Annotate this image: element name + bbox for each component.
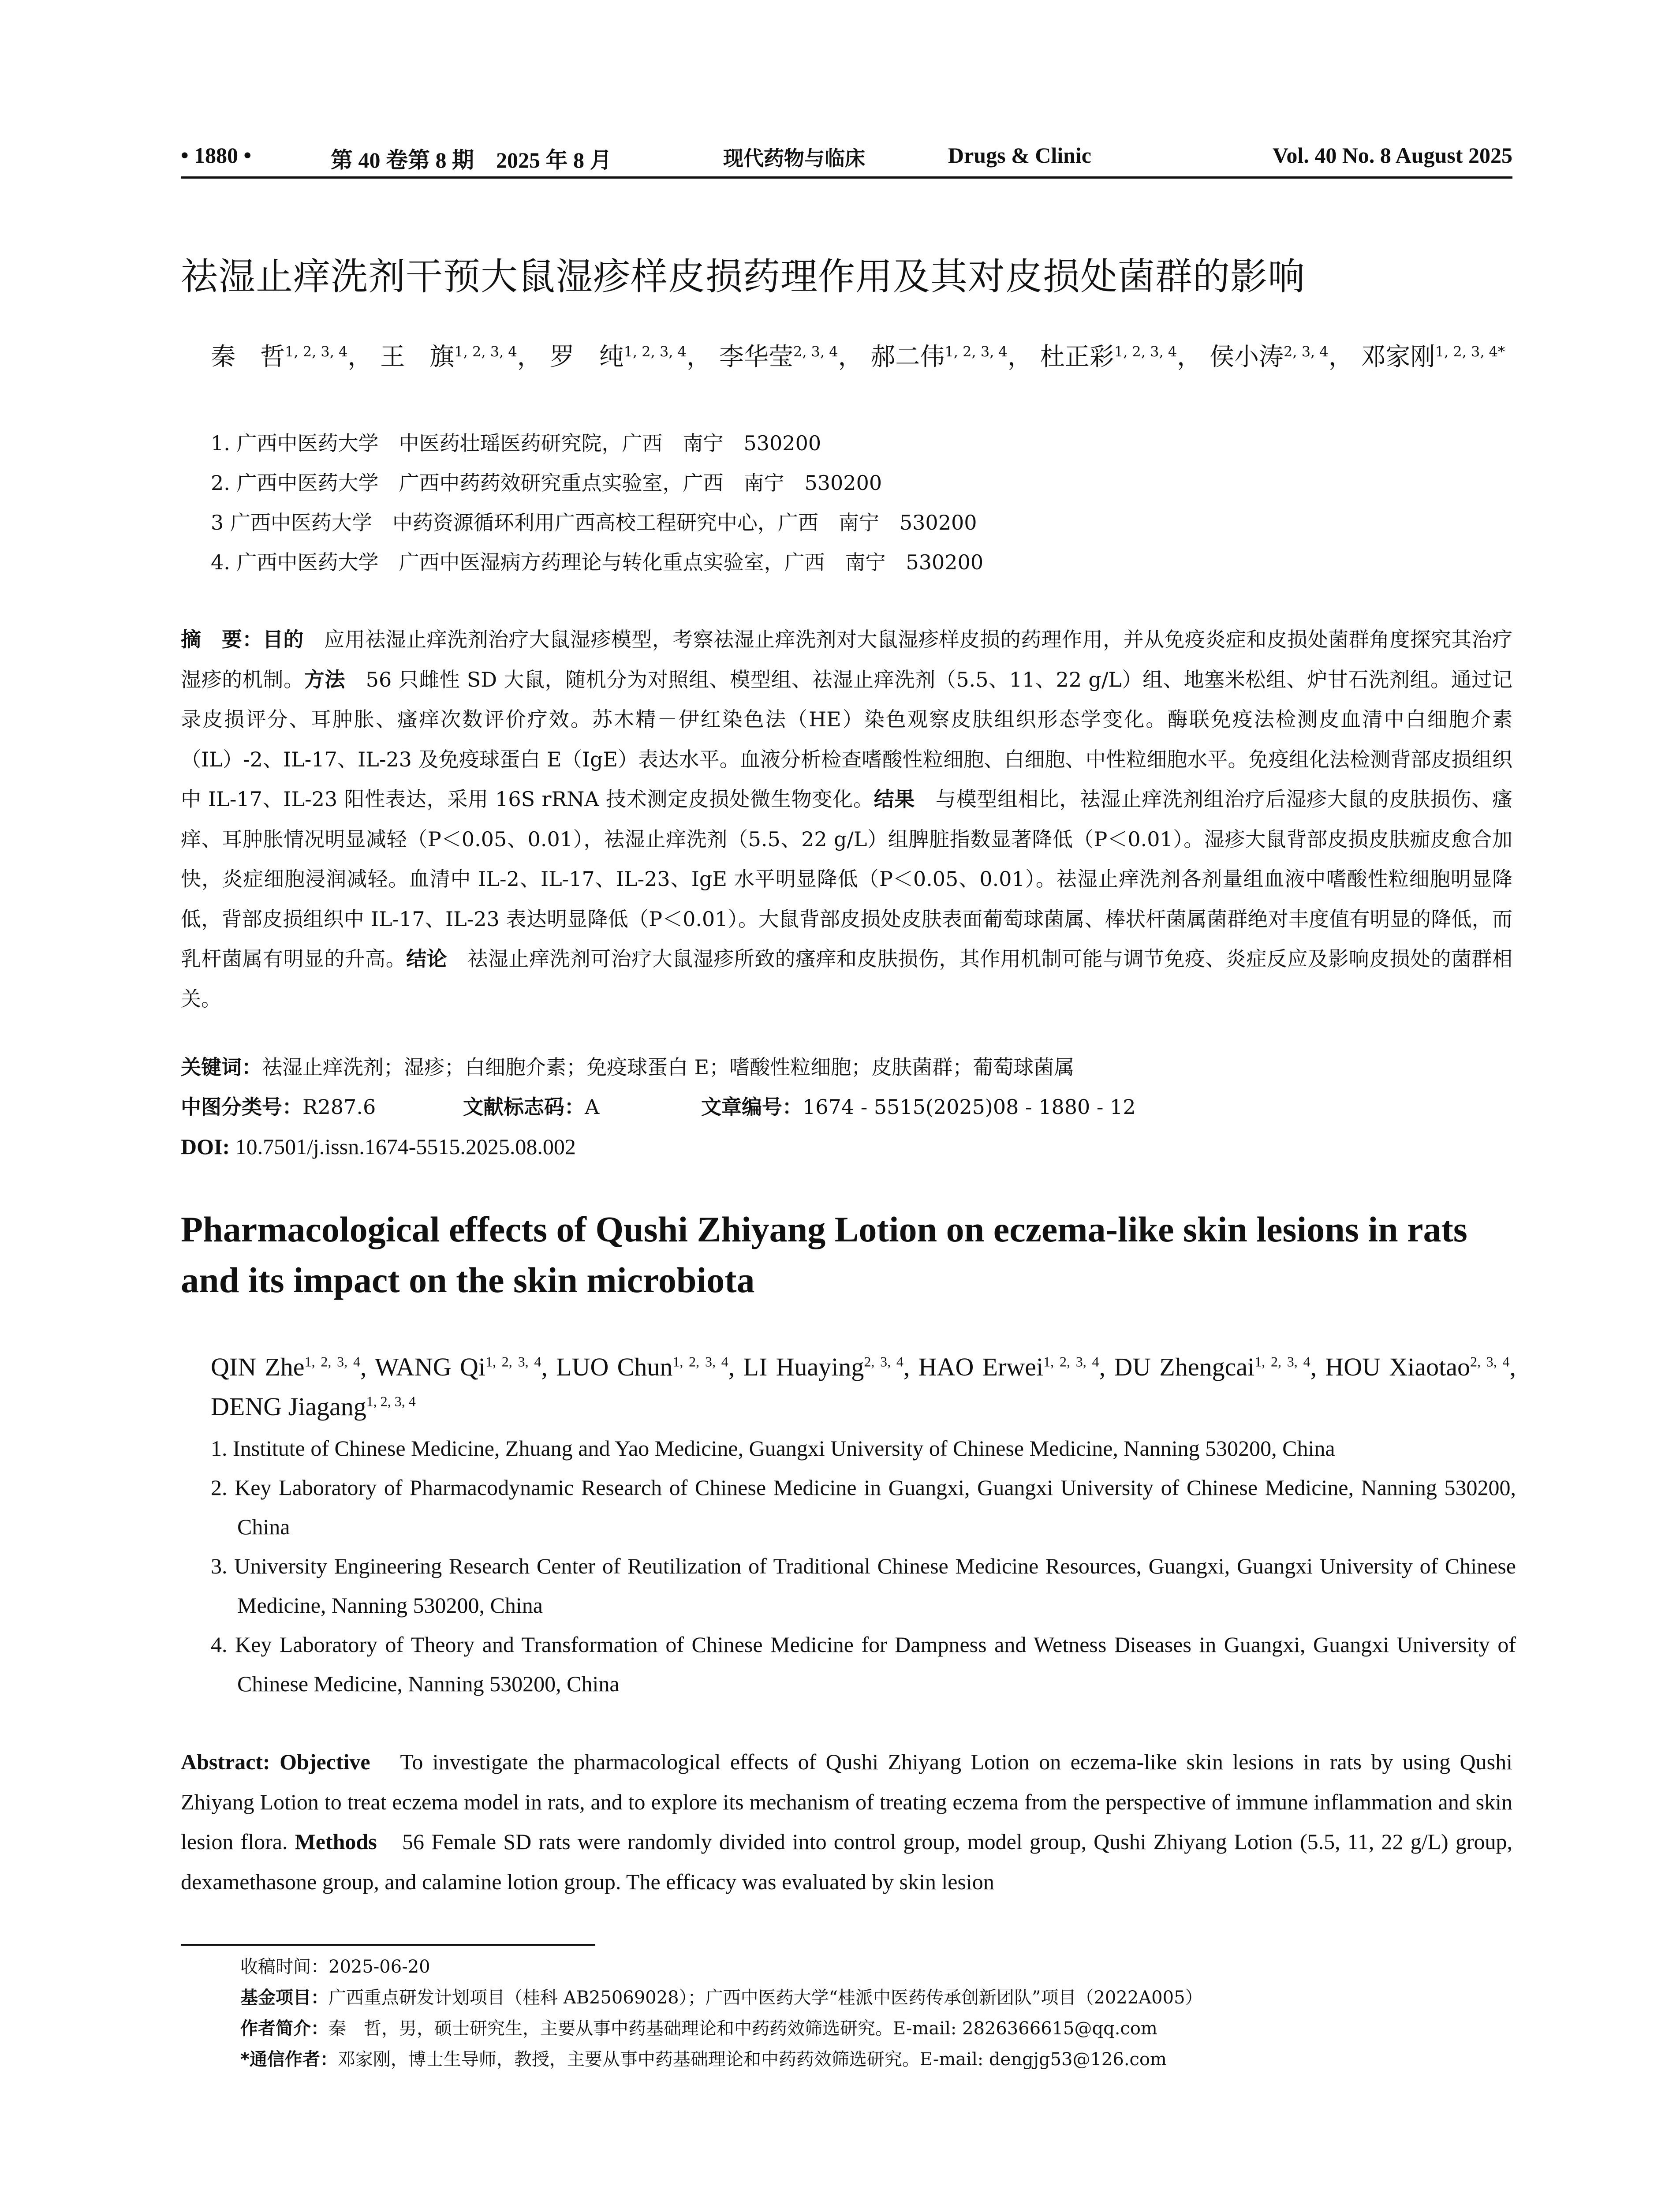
page-number: • 1880 • (181, 143, 252, 168)
author-en: LUO Chun$^{1, 2, 3, 4}$, (556, 1353, 743, 1381)
journal-name-en: Drugs & Clinic (948, 143, 1091, 168)
doc-code-value: A (585, 1095, 600, 1119)
doi-line (181, 1127, 1512, 1166)
author-cn: 李华莹$^{2, 3, 4}$， (719, 343, 863, 371)
author-en: DU Zhengcai$^{1, 2, 3, 4}$, (1114, 1353, 1325, 1381)
conclusion-label-cn: 结论 (406, 947, 448, 971)
author-cn: 王 旗$^{1, 2, 3, 4}$， (380, 343, 542, 371)
methods-label-cn: 方法 (304, 667, 346, 691)
author-list-cn (211, 337, 1516, 377)
author-en: QIN Zhe$^{1, 2, 3, 4}$, (211, 1353, 375, 1381)
author-cn: 罗 纯$^{1, 2, 3, 4}$， (549, 343, 712, 371)
fund-note: 基金项目：广西重点研发计划项目（桂科 AB25069028）；广西中医药大学“桂派中医药传承创新团队”项目（2022A005） (240, 1988, 1203, 2008)
running-header (181, 139, 1512, 179)
abstract-cn (181, 620, 1512, 1019)
article-number-label: 文章编号： (701, 1095, 803, 1119)
article-title-cn: 祛湿止痒洗剂干预大鼠湿疹样皮损药理作用及其对皮损处菌群的影响 (181, 255, 1306, 298)
affiliation-en: 3. University Engineering Research Center of Reutilization of Traditional Chinese Medicine Resources, Guangxi, Guangxi University of Chinese Medicine, Nanning 530200, China (211, 1554, 1516, 1618)
affiliation-cn: 2. 广西中医药大学 广西中药药效研究重点实验室，广西 南宁 530200 (211, 471, 882, 495)
methods-label-en: Methods (295, 1829, 377, 1854)
affiliation-en: 1. Institute of Chinese Medicine, Zhuang and Yao Medicine, Guangxi University of Chinese Medicine, Nanning 530200, China (211, 1436, 1335, 1461)
conclusion-text-cn: 祛湿止痒洗剂可治疗大鼠湿疹所致的瘙痒和皮肤损伤，其作用机制可能与调节免疫、炎症反应及影响皮损处的菌群相关。 (181, 947, 1512, 1011)
affiliation-en: 2. Key Laboratory of Pharmacodynamic Research of Chinese Medicine in Guangxi, Guangxi University of Chinese Medicine, Nanning 530200, China (211, 1475, 1516, 1539)
author-en: HAO Erwei$^{1, 2, 3, 4}$, (918, 1353, 1114, 1381)
doc-code-label: 文献标志码： (463, 1095, 585, 1119)
journal-name-cn: 现代药物与临床 (723, 146, 865, 170)
methods-text-cn: 56 只雌性 SD 大鼠，随机分为对照组、模型组、祛湿止痒洗剂（5.5、11、22 g/L）组、地塞米松组、炉甘石洗剂组。通过记录皮损评分、耳肿胀、瘙痒次数评价疗效。苏木精－伊红染色法（HE）染色观察皮肤组织形态学变化。酶联免疫法检测皮血清中白细胞介素（IL）-2、IL-17、IL-23 及免疫球蛋白 E（IgE）表达水平。血液分析检查嗜酸性粒细胞、白细胞、中性粒细胞水平。免疫组化法检测背部皮损组织中 IL-17、IL-23 阳性表达，采用 16S rRNA 技术测定皮损处微生物变化。 (181, 667, 1513, 811)
affiliations-cn (211, 423, 1516, 582)
author-cn: 杜正彩$^{1, 2, 3, 4}$， (1040, 343, 1202, 371)
received-date: 收稿时间：2025-06-20 (240, 1957, 430, 1977)
affiliation-cn: 3 广西中医药大学 中药资源循环利用广西高校工程研究中心，广西 南宁 530200 (211, 511, 977, 534)
footnote-divider (181, 1944, 595, 1946)
volume-cn: 第 40 卷第 8 期 2025 年 8 月 (331, 148, 612, 172)
article-title-en: Pharmacological effects of Qushi Zhiyang Lotion on eczema-like skin lesions in rats and its impact on the skin microbiota (181, 1209, 1467, 1300)
author-en: HOU Xiaotao$^{2, 3, 4}$, (1325, 1353, 1516, 1381)
author-cn: 邓家刚$^{1, 2, 3, 4*}$ (1361, 343, 1505, 371)
abstract-en (181, 1742, 1512, 1902)
article-number-value: 1674 - 5515(2025)08 - 1880 - 12 (803, 1095, 1136, 1119)
author-cn: 侯小涛$^{2, 3, 4}$， (1209, 343, 1353, 371)
author-cn: 秦 哲$^{1, 2, 3, 4}$， (211, 343, 373, 371)
author-en: LI Huaying$^{2, 3, 4}$, (743, 1353, 918, 1381)
results-text-cn: 与模型组相比，祛湿止痒洗剂组治疗后湿疹大鼠的皮肤损伤、瘙痒、耳肿胀情况明显减轻（P＜0.05、0.01），祛湿止痒洗剂（5.5、22 g/L）组脾脏指数显著降低（P＜0.01）。湿疹大鼠背部皮损皮肤痂皮愈合加快，炎症细胞浸润减轻。血清中 IL-2、IL-17、IL-23、IgE 水平明显降低（P＜0.05、0.01）。祛湿止痒洗剂各剂量组血液中嗜酸性粒细胞明显降低，背部皮损组织中 IL-17、IL-23 表达明显降低（P＜0.01）。大鼠背部皮损处皮肤表面葡萄球菌属、棒状杆菌属菌群绝对丰度值有明显的降低，而乳杆菌属有明显的升高。 (181, 787, 1513, 971)
keywords-text: 祛湿止痒洗剂；湿疹；白细胞介素；免疫球蛋白 E；嗜酸性粒细胞；皮肤菌群；葡萄球菌属 (262, 1055, 1075, 1079)
affiliation-en: 4. Key Laboratory of Theory and Transformation of Chinese Medicine for Dampness and Wetness Diseases in Guangxi, Guangxi University of Chinese Medicine, Nanning 530200, China (211, 1632, 1516, 1696)
doi-label: DOI: (181, 1134, 230, 1159)
affiliations-en (211, 1429, 1516, 1704)
objective-text-cn: 应用祛湿止痒洗剂治疗大鼠湿疹模型，考察祛湿止痒洗剂对大鼠湿疹样皮损的药理作用，并从免疫炎症和皮损处菌群角度探究其治疗湿疹的机制。 (181, 628, 1512, 691)
author-en: DENG Jiagang$^{1, 2, 3, 4}$ (211, 1392, 416, 1421)
affiliation-cn: 1. 广西中医药大学 中医药壮瑶医药研究院，广西 南宁 530200 (211, 431, 821, 455)
abstract-label-cn: 摘 要： (181, 628, 263, 651)
results-label-cn: 结果 (874, 787, 915, 811)
keywords-label: 关键词： (181, 1055, 262, 1079)
footnotes (240, 1951, 1519, 2075)
author-en: WANG Qi$^{1, 2, 3, 4}$, (374, 1353, 556, 1381)
abstract-label-en: Abstract: Objective (181, 1749, 370, 1774)
clc-value: R287.6 (302, 1095, 376, 1119)
methods-text-en: 56 Female SD rats were randomly divided into control group, model group, Qushi Zhiyang Lotion (5.5, 11, 22 g/L) group, dexamethasone group, and calamine lotion group. The efficacy was evaluated by skin lesion (181, 1829, 1512, 1894)
affiliation-cn: 4. 广西中医药大学 广西中医湿病方药理论与转化重点实验室，广西 南宁 530200 (211, 550, 984, 574)
objective-text-en: To investigate the pharmacological effects of Qushi Zhiyang Lotion on eczema-like skin lesions in rats by using Qushi Zhiyang Lotion to treat eczema model in rats, and to explore its mechanism of treating eczema from the perspective of immune inflammation and skin lesion flora. (181, 1749, 1512, 1854)
author-cn: 郝二伟$^{1, 2, 3, 4}$， (870, 343, 1032, 371)
objective-label-cn: 目的 (262, 628, 304, 651)
volume-en: Vol. 40 No. 8 August 2025 (1272, 143, 1512, 168)
doi-value: 10.7501/j.issn.1674-5515.2025.08.002 (235, 1134, 576, 1159)
author-bio: 作者简介：秦 哲，男，硕士研究生，主要从事中药基础理论和中药药效筛选研究。E-mail: 2826366615@qq.com (240, 2018, 1157, 2039)
classification-line (181, 1087, 1512, 1127)
corresponding-author: *通信作者：邓家刚，博士生导师，教授，主要从事中药基础理论和中药药效筛选研究。E-mail: dengjg53@126.com (240, 2049, 1167, 2070)
author-list-en (211, 1347, 1516, 1427)
keywords-cn (181, 1047, 1512, 1087)
clc-label: 中图分类号： (181, 1095, 302, 1119)
